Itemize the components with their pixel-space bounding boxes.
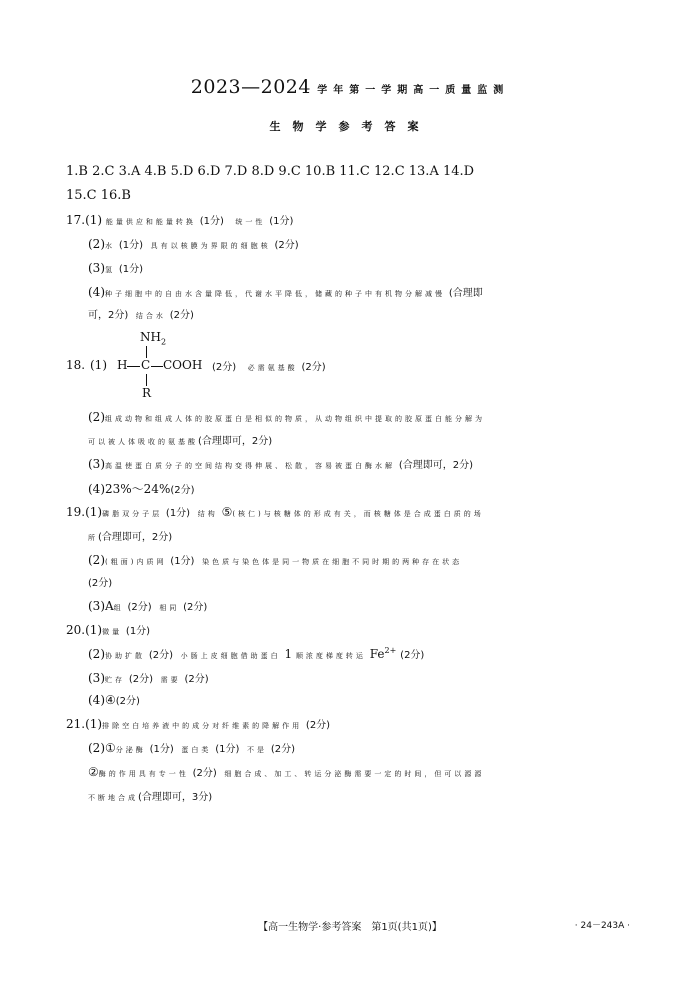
q21-part2: (2)①分泌酶 (1分) 蛋白类 (1分) 不是 (2分) xyxy=(88,741,296,755)
alpha-carbon: C xyxy=(141,358,151,372)
circled-four: ④ xyxy=(105,693,116,707)
title-year: 2023—2024 xyxy=(190,76,311,98)
q19-number: 19. xyxy=(66,505,86,519)
circled-one: ① xyxy=(105,741,116,755)
q21-part3: ②酶的作用具有专一性 (2分) 细胞合成、加工、转运分泌酶需要一定的时间，但可以源源 xyxy=(88,765,485,779)
amino-group: $NH_2$ xyxy=(140,330,167,347)
q20-part4: (4)④(2分) xyxy=(88,693,140,707)
q20-part1: 20.(1)微量 (1分) xyxy=(66,623,151,637)
q17-part2: (2)水 (1分) 具有以核膜为界限的细胞核 (2分) xyxy=(88,237,299,251)
hydrogen-atom: H xyxy=(117,358,128,372)
mc-answers-row-2: 15.C 16.B xyxy=(66,188,131,203)
q17-part3: (3)氢 (1分) xyxy=(88,261,143,275)
q19-part1-cont: 所(合理即可，2分) xyxy=(88,532,173,543)
title-text: 学年第一学期高一质量监测 xyxy=(317,85,510,96)
bond-right xyxy=(151,366,163,367)
q19-part1: 19.(1)磷脂双分子层 (1分) 结构 ⑤(核仁)与核糖体的形成有关，而核糖体是合成蛋白质的场 xyxy=(66,505,484,519)
mc-answers-row-1: 1.B 2.C 3.A 4.B 5.D 6.D 7.D 8.D 9.C 10.B 11.C 12.C 13.A 14.D xyxy=(66,164,475,179)
page-subtitle: 生物学参考答案 xyxy=(269,120,431,133)
q19-part3: (3)A组 (2分) 相同 (2分) xyxy=(88,599,208,613)
q18-part2: (2)组成动物和组成人体的胶原蛋白是相似的物质，从动物组织中提取的胶原蛋白能分解为 xyxy=(88,410,485,424)
q20-number: 20. xyxy=(66,623,86,637)
page-title xyxy=(0,76,700,98)
q18-part2-cont: 可以被人体吸收的氨基酸(合理即可，2分) xyxy=(88,436,273,447)
bond-left xyxy=(127,366,140,367)
q21-part3-cont: 不断地合成(合理即可，3分) xyxy=(88,792,213,803)
bond-top xyxy=(146,346,147,358)
q18-number: 18. xyxy=(66,358,86,372)
q20-part3: (3)贮存 (2分) 需要 (2分) xyxy=(88,671,209,685)
q17-number: 17. xyxy=(66,213,86,227)
q19-part2: (2)(粗面)内质网 (1分) 染色质与染色体是同一物质在细胞不同时期的两种存在状态 xyxy=(88,553,463,567)
circled-five: ⑤ xyxy=(221,505,233,519)
document-code: · 24－243A · xyxy=(574,921,630,931)
circled-two: ② xyxy=(88,765,99,779)
carboxyl-group: COOH xyxy=(163,358,203,372)
r-group: R xyxy=(142,386,152,400)
q17-part4-cont: 可，2分) 结合水 (2分) xyxy=(88,310,194,321)
q17-part4: (4)种子细胞中的自由水含量降低，代谢水平降低，储藏的种子中有机物分解减慢 (合理即 xyxy=(88,285,483,299)
bond-bottom xyxy=(146,374,147,386)
q17-part1: 17.(1) 能量供应和能量转换 (1分) 统一性 (1分) xyxy=(66,213,294,227)
page-footer: 【高一生物学·参考答案 第1页(共1页)】 xyxy=(258,922,442,933)
q18-part4: (4)23%～24%(2分) xyxy=(88,482,195,496)
q18-part3: (3)高温使蛋白质分子的空间结构变得伸展、松散，容易被蛋白酶水解 (合理即可，2分) xyxy=(88,457,473,471)
q21-number: 21. xyxy=(66,717,86,731)
q19-part2-cont: (2分) xyxy=(88,578,113,589)
q21-part1: 21.(1)排除空白培养液中的成分对纤维素的降解作用 (2分) xyxy=(66,717,331,731)
q20-part2: (2)协助扩散 (2分) 小肠上皮细胞借助蛋白 1 顺浓度梯度转运 $Fe^{2+}$ (2分) xyxy=(88,646,425,661)
